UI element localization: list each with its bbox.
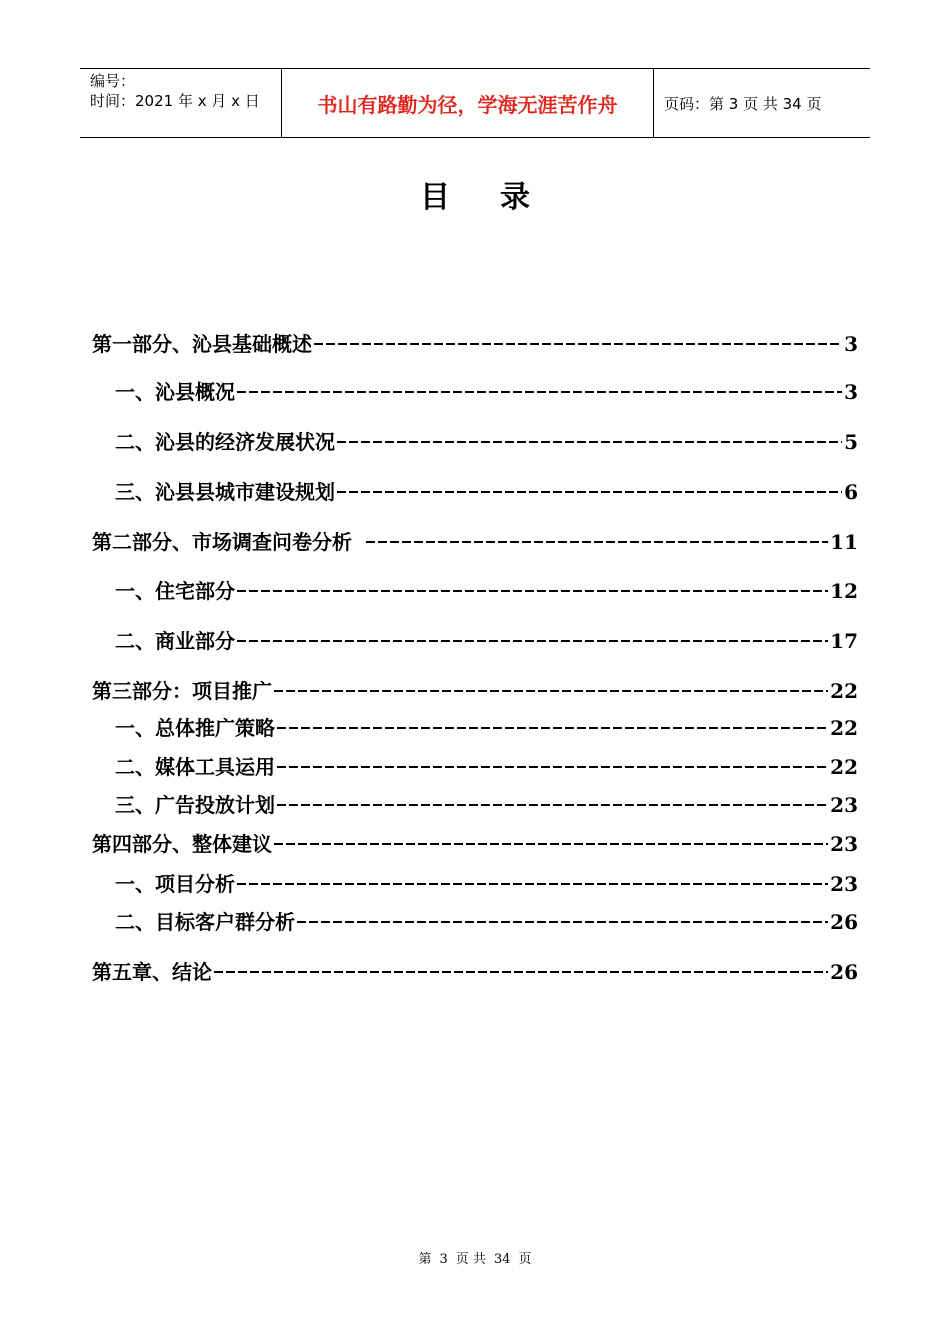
toc-entry-label: 第五章、结论 <box>92 960 212 984</box>
toc-leader <box>277 804 828 806</box>
toc-entry-page: 6 <box>844 480 858 504</box>
toc-entry-label: 第二部分、市场调查问卷分析 <box>92 530 352 554</box>
number-label: 编号： <box>90 72 136 90</box>
toc-entry-page: 22 <box>830 679 858 703</box>
toc-entry[interactable] <box>115 793 858 817</box>
footer-mid: 页 共 <box>455 1252 486 1267</box>
toc-entry-label: 一、总体推广策略 <box>115 716 275 740</box>
toc-leader <box>277 766 828 768</box>
toc-entry-label: 第四部分、整体建议 <box>92 832 272 856</box>
toc-entry[interactable] <box>92 530 858 554</box>
toc-leader <box>277 727 828 729</box>
toc-leader <box>337 441 842 443</box>
toc-entry-page: 3 <box>844 380 858 404</box>
toc-leader <box>314 343 842 345</box>
toc-entry-label: 一、沁县概况 <box>115 380 235 404</box>
toc-entry-page: 23 <box>830 832 858 856</box>
toc-entry-label: 三、广告投放计划 <box>115 793 275 817</box>
toc-entry[interactable] <box>115 872 858 896</box>
toc-leader <box>337 491 842 493</box>
toc-entry[interactable] <box>115 755 858 779</box>
toc-leader <box>237 391 842 393</box>
toc-leader <box>237 640 828 642</box>
header-motto: 书山有路勤为径，学海无涯苦作舟 <box>281 69 654 137</box>
toc-entry-page: 3 <box>844 332 858 356</box>
toc-entry-label: 第三部分：项目推广 <box>92 679 272 703</box>
toc-entry-page: 23 <box>830 872 858 896</box>
toc-entry-label: 三、沁县县城市建设规划 <box>115 480 335 504</box>
toc-entry-label: 第一部分、沁县基础概述 <box>92 332 312 356</box>
page-title: 目录 <box>420 180 580 215</box>
toc-entry-page: 22 <box>830 755 858 779</box>
toc-entry[interactable] <box>115 579 858 603</box>
toc-entry-label: 二、目标客户群分析 <box>115 910 295 934</box>
toc-entry-page: 12 <box>830 579 858 603</box>
toc-entry[interactable] <box>92 332 858 356</box>
toc-leader <box>237 883 828 885</box>
toc-leader <box>297 921 828 923</box>
toc-entry-page: 11 <box>830 530 858 554</box>
toc-entry-label: 二、商业部分 <box>115 629 235 653</box>
toc-entry[interactable] <box>115 380 858 404</box>
toc-leader <box>366 541 828 543</box>
toc-leader <box>274 843 828 845</box>
toc-leader <box>214 971 828 973</box>
page-footer <box>0 1248 950 1267</box>
footer-suffix: 页 <box>518 1252 532 1267</box>
header-page-info: 页码：第 3 页 共 34 页 <box>664 94 822 113</box>
toc-entry-label: 一、项目分析 <box>115 872 235 896</box>
toc-entry-label: 二、沁县的经济发展状况 <box>115 430 335 454</box>
toc-entry-label: 一、住宅部分 <box>115 579 235 603</box>
toc-entry-page: 5 <box>844 430 858 454</box>
toc-entry[interactable] <box>115 716 858 740</box>
footer-total-pages: 34 <box>493 1252 511 1267</box>
footer-prefix: 第 <box>418 1252 432 1267</box>
toc-entry-page: 26 <box>830 910 858 934</box>
footer-current-page: 3 <box>439 1252 448 1267</box>
toc-entry-page: 17 <box>830 629 858 653</box>
toc-entry-page: 23 <box>830 793 858 817</box>
toc-entry[interactable] <box>115 430 858 454</box>
toc-entry[interactable] <box>92 679 858 703</box>
toc-entry[interactable] <box>115 480 858 504</box>
toc-entry[interactable] <box>92 960 858 984</box>
page-header <box>80 68 870 138</box>
toc-leader <box>237 590 828 592</box>
time-label: 时间：2021 年 x 月 x 日 <box>90 92 260 110</box>
toc-entry[interactable] <box>115 910 858 934</box>
toc-leader <box>274 690 828 692</box>
header-meta <box>80 69 281 137</box>
toc-entry-label: 二、媒体工具运用 <box>115 755 275 779</box>
toc-entry[interactable] <box>92 832 858 856</box>
toc-entry[interactable] <box>115 629 858 653</box>
toc-entry-page: 26 <box>830 960 858 984</box>
toc-entry-page: 22 <box>830 716 858 740</box>
